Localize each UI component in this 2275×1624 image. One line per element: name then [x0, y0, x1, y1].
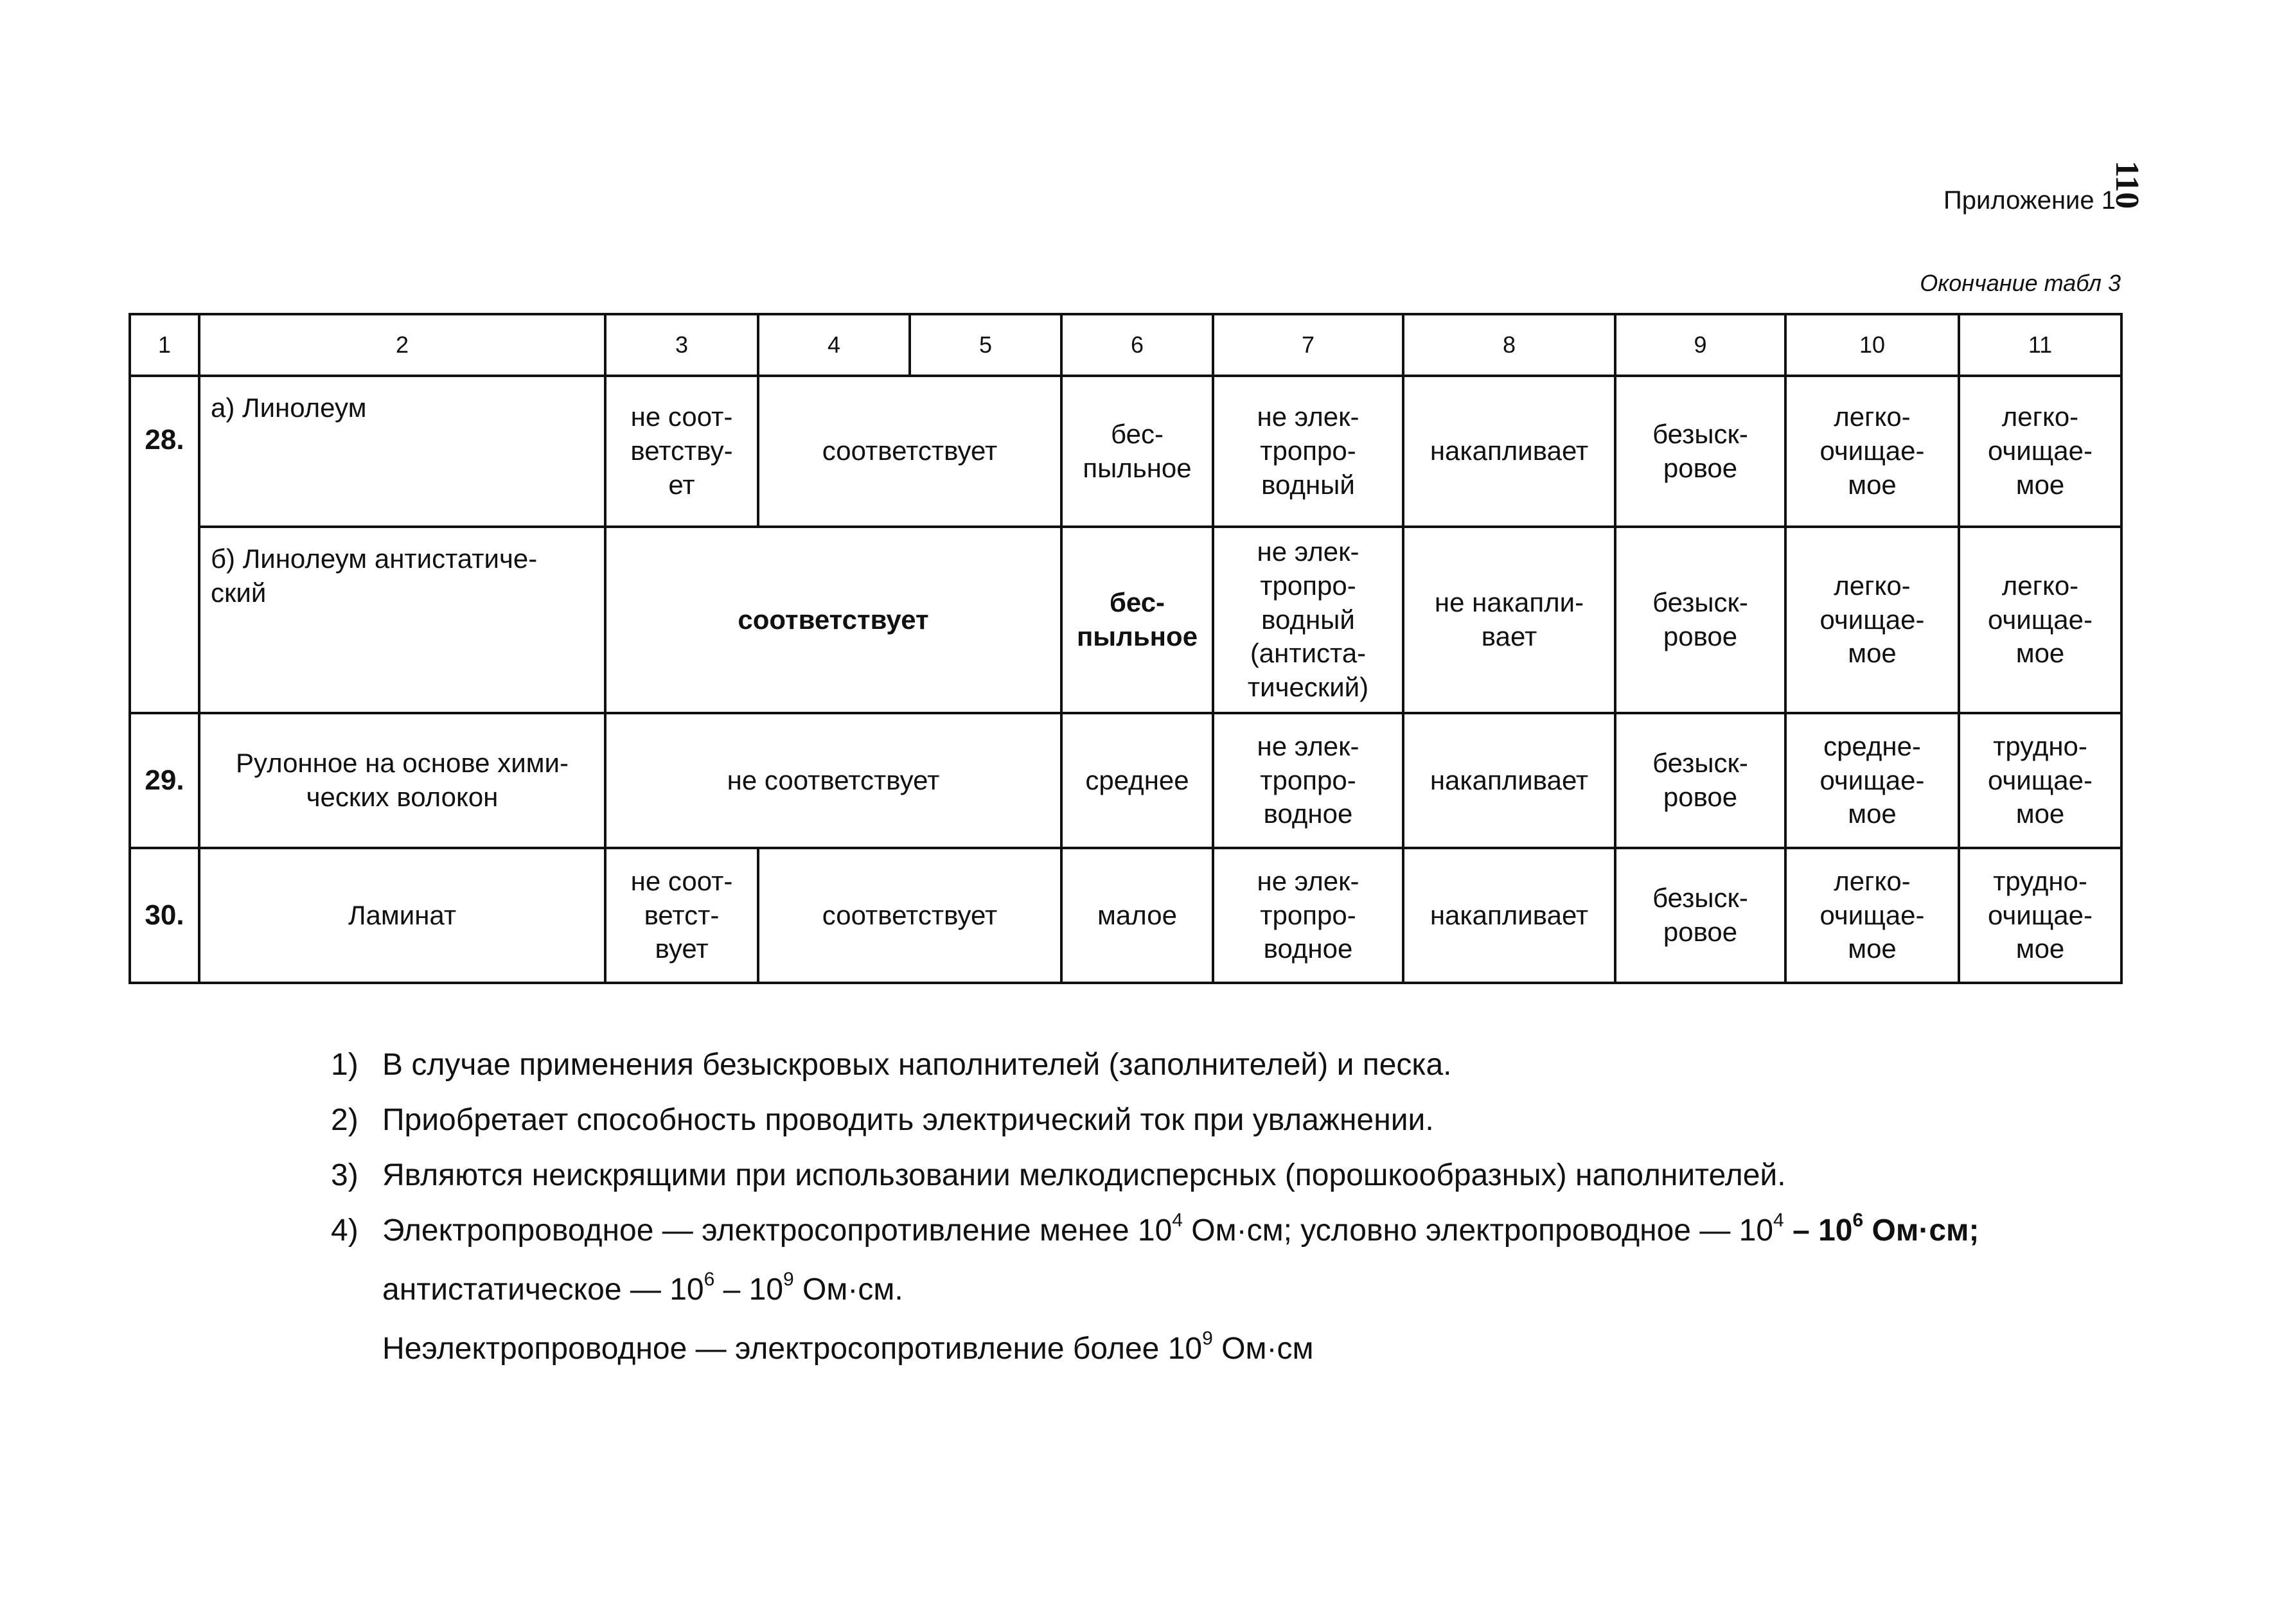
footnote-number: 3): [331, 1158, 359, 1192]
cell: безыск- ровое: [1615, 376, 1785, 527]
row-number: 29.: [130, 713, 199, 848]
footnote-text: В случае применения безыскровых наполнителей (заполнителей) и песка.: [382, 1048, 1452, 1082]
cell: не соответствует: [605, 713, 1061, 848]
cell: трудно- очищае- мое: [1959, 848, 2121, 983]
cell: легко- очищае- мое: [1785, 848, 1959, 983]
cell: накапливает: [1403, 376, 1615, 527]
material-name: Ламинат: [199, 848, 605, 983]
footnote-text: Приобретает способность проводить электрический ток при увлажнении.: [382, 1103, 1434, 1137]
col-header: 7: [1213, 314, 1403, 376]
col-header: 10: [1785, 314, 1959, 376]
col-header: 11: [1959, 314, 2121, 376]
cell: бес- пыльное: [1061, 376, 1213, 527]
cell: безыск- ровое: [1615, 848, 1785, 983]
col-header: 1: [130, 314, 199, 376]
footnote-number: 4): [331, 1214, 359, 1248]
material-name: а) Линолеум: [199, 376, 605, 527]
cell: не соот- ветству- ет: [605, 376, 758, 527]
material-name: Рулонное на основе хими- ческих волокон: [199, 713, 605, 848]
cell: не элек- тропро- водное: [1213, 848, 1403, 983]
cell: безыск- ровое: [1615, 527, 1785, 713]
properties-table: [128, 313, 2123, 984]
row-number: 30.: [130, 848, 199, 983]
footnote-number: 2): [331, 1103, 359, 1137]
cell: соответствует: [758, 848, 1061, 983]
cell: накапливает: [1403, 713, 1615, 848]
cell: трудно- очищае- мое: [1959, 713, 2121, 848]
table-caption: Окончание табл 3: [1920, 270, 2121, 296]
footnote-text: антистатическое — $10^6 - 10^9$ Ом·см.: [382, 1269, 903, 1307]
page-number: 110: [2109, 161, 2145, 209]
cell: не соот- ветст- вует: [605, 848, 758, 983]
footnote-text: Являются неискрящими при использовании мелкодисперсных (порошкообразных) наполнителей.: [382, 1158, 1786, 1192]
row-number: 28.: [130, 376, 199, 713]
material-name: б) Линолеум антистатиче- ский: [199, 527, 605, 713]
cell: легко- очищае- мое: [1959, 527, 2121, 713]
cell: не накапли- вает: [1403, 527, 1615, 713]
cell: среднее: [1061, 713, 1213, 848]
footnote-text: Неэлектропроводное — электросопротивление более $10^9$ Ом·см: [382, 1328, 1314, 1366]
col-header: 3: [605, 314, 758, 376]
cell: легко- очищае- мое: [1959, 376, 2121, 527]
table-row: [130, 713, 2121, 848]
cell: соответствует: [758, 376, 1061, 527]
appendix-label: Приложение 1: [1943, 186, 2116, 215]
cell: не элек- тропро- водное: [1213, 713, 1403, 848]
cell: накапливает: [1403, 848, 1615, 983]
table-row: [130, 527, 2121, 713]
footnote-text: Электропроводное — электросопротивление менее $10^4$ Ом·см; условно электропроводное — $10^4 - 10^6$ Ом·см;: [382, 1210, 1979, 1248]
col-header: 6: [1061, 314, 1213, 376]
cell: бес- пыльное: [1061, 527, 1213, 713]
cell: безыск- ровое: [1615, 713, 1785, 848]
col-header: 4: [758, 314, 910, 376]
col-header: 8: [1403, 314, 1615, 376]
cell: малое: [1061, 848, 1213, 983]
table-header-row: [130, 314, 2121, 376]
col-header: 9: [1615, 314, 1785, 376]
cell: не элек- тропро- водный (антиста- тический): [1213, 527, 1403, 713]
footnote-number: 1): [331, 1048, 359, 1082]
table-row: [130, 376, 2121, 527]
cell: соответствует: [605, 527, 1061, 713]
col-header: 2: [199, 314, 605, 376]
cell: средне- очищае- мое: [1785, 713, 1959, 848]
table-row: [130, 848, 2121, 983]
cell: легко- очищае- мое: [1785, 376, 1959, 527]
cell: не элек- тропро- водный: [1213, 376, 1403, 527]
cell: легко- очищае- мое: [1785, 527, 1959, 713]
col-header: 5: [910, 314, 1061, 376]
